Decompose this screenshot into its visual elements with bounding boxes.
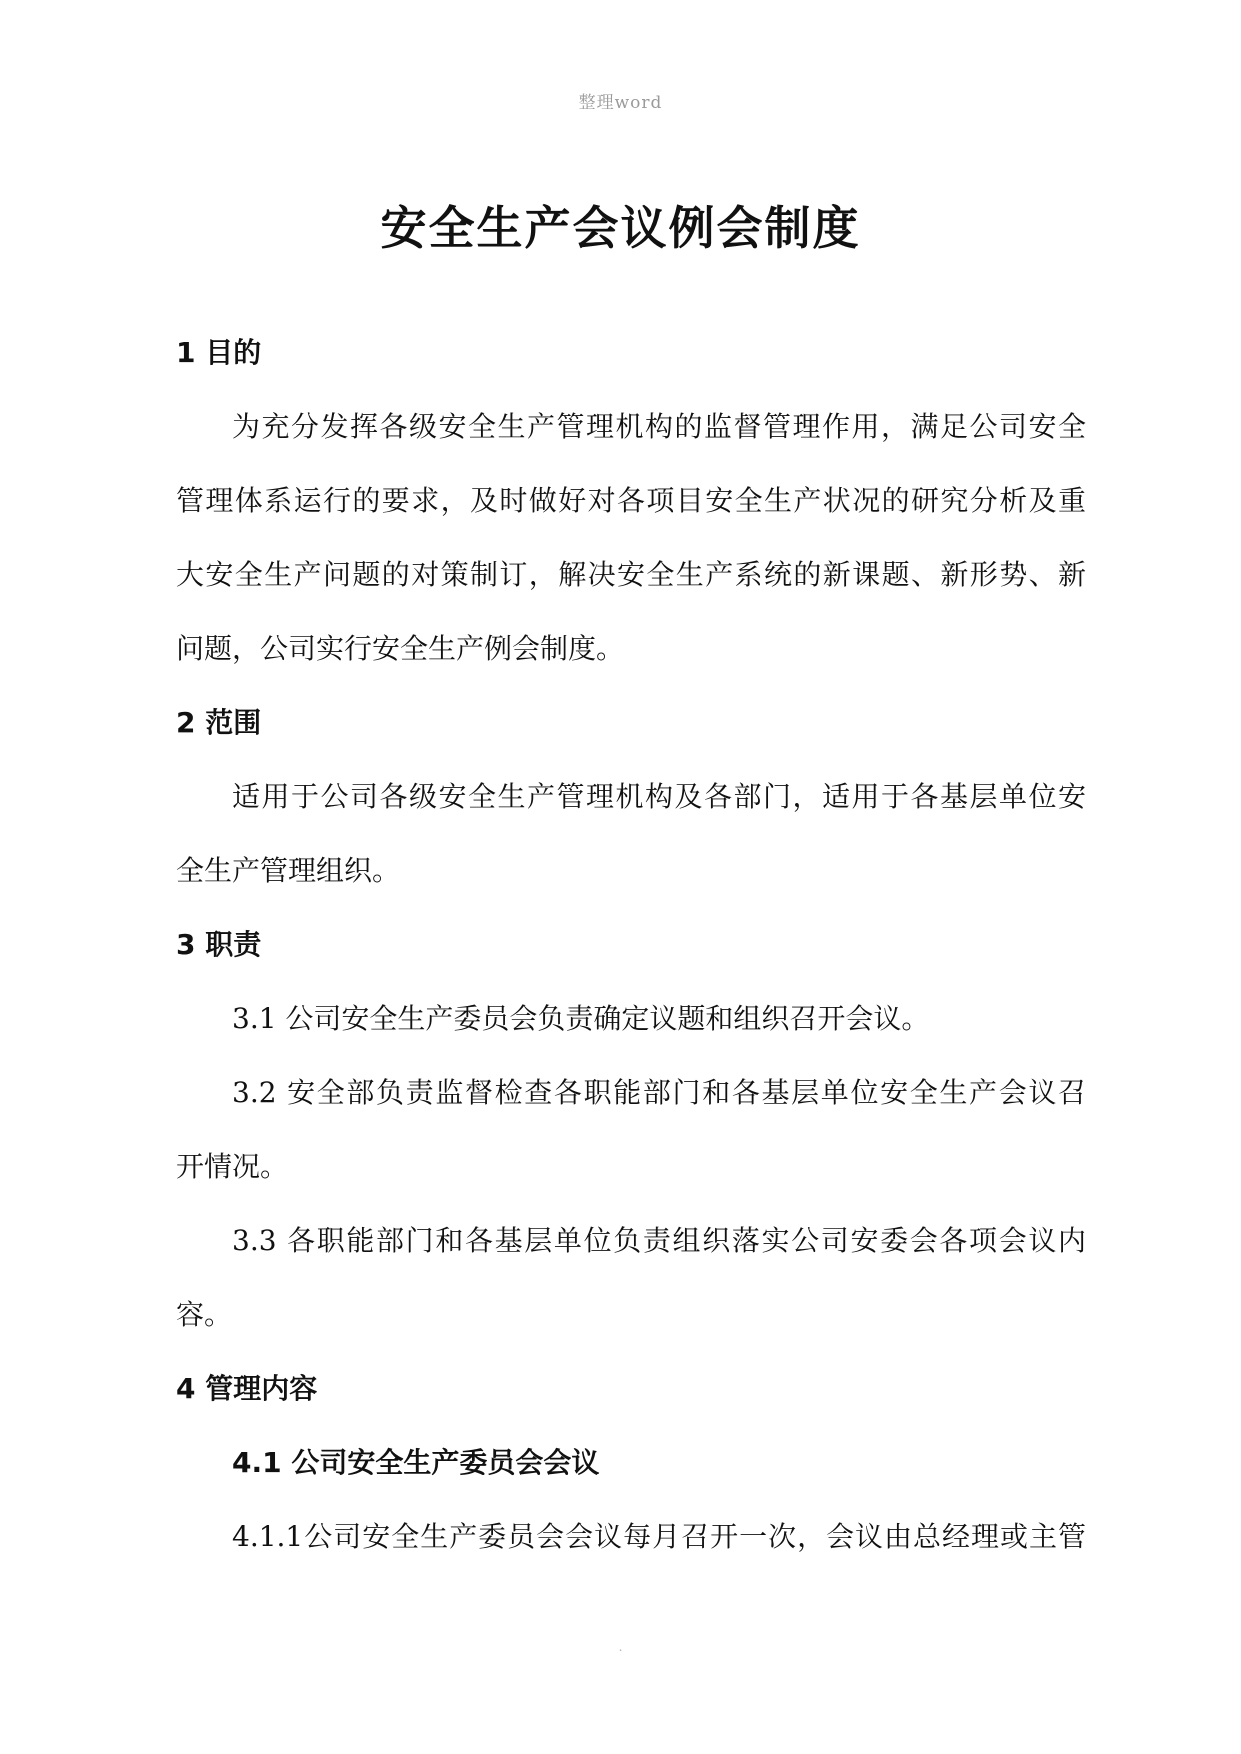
- paragraph-line: 开情况。: [176, 1150, 289, 1183]
- paragraph-line: 3.2 安全部负责监督检查各职能部门和各基层单位安全生产会议召: [232, 1076, 1086, 1109]
- paragraph-line: 3.1 公司安全生产委员会负责确定议题和组织召开会议。: [232, 1002, 930, 1035]
- paragraph-line: 全生产管理组织。: [176, 854, 401, 887]
- paragraph-line: 大安全生产问题的对策制订，解决安全生产系统的新课题、新形势、新: [176, 558, 1086, 591]
- page-header: 整理word: [578, 93, 663, 113]
- paragraph-line: 问题，公司实行安全生产例会制度。: [176, 632, 625, 665]
- document-body: [176, 316, 1086, 1574]
- section-heading-responsibilities: 3 职责: [176, 928, 262, 961]
- paragraph-line: 管理体系运行的要求，及时做好对各项目安全生产状况的研究分析及重: [176, 484, 1086, 517]
- paragraph-line: 适用于公司各级安全生产管理机构及各部门，适用于各基层单位安: [232, 780, 1086, 813]
- subsection-heading: 4.1 公司安全生产委员会会议: [232, 1446, 600, 1479]
- section-heading-purpose: 1 目的: [176, 336, 262, 369]
- paragraph-line: 为充分发挥各级安全生产管理机构的监督管理作用，满足公司安全: [232, 410, 1086, 443]
- paragraph-line: 3.3 各职能部门和各基层单位负责组织落实公司安委会各项会议内: [232, 1224, 1086, 1257]
- document-title: 安全生产会议例会制度: [380, 201, 861, 255]
- section-heading-scope: 2 范围: [176, 706, 262, 739]
- section-heading-management-content: 4 管理内容: [176, 1372, 318, 1405]
- paragraph-line: 4.1.1公司安全生产委员会会议每月召开一次，会议由总经理或主管: [232, 1520, 1086, 1553]
- footer-mark: .: [618, 1640, 623, 1654]
- paragraph-line: 容。: [176, 1298, 233, 1331]
